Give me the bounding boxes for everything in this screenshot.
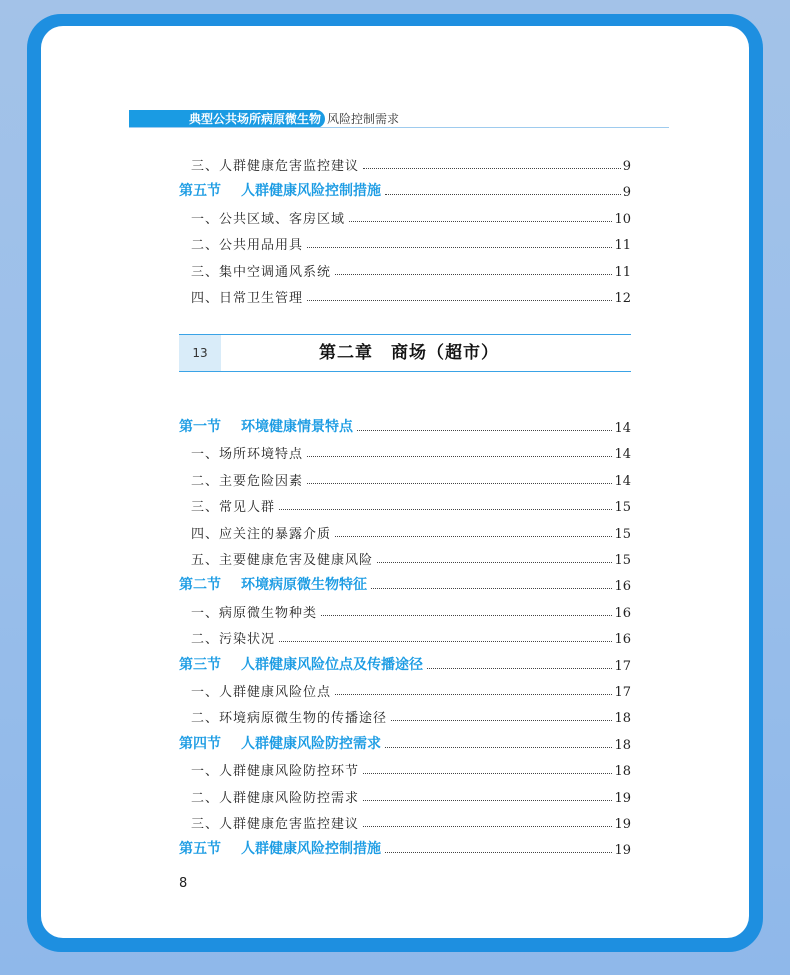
entry-label: 环境病原微生物特征 <box>241 577 367 594</box>
entry-page-number: 15 <box>614 553 631 568</box>
toc-item-entry[interactable] <box>191 757 631 779</box>
toc-item-entry[interactable] <box>191 810 631 832</box>
entry-page-number: 16 <box>614 632 631 648</box>
section-number: 第五节 <box>179 183 221 200</box>
entry-page-number: 16 <box>614 579 631 595</box>
entry-label: 五、主要健康危害及健康风险 <box>191 553 374 568</box>
dot-leader <box>307 455 612 457</box>
toc-item-entry[interactable] <box>191 546 631 568</box>
entry-label: 一、场所环境特点 <box>191 447 304 463</box>
chapter-banner <box>179 334 631 372</box>
toc-item-entry[interactable] <box>191 152 631 174</box>
dot-leader <box>363 825 612 827</box>
entry-label: 二、公共用品用具 <box>191 238 304 254</box>
entry-page-number: 18 <box>614 711 631 727</box>
chapter-title: 第二章 商场（超市） <box>319 343 499 363</box>
entry-label: 三、常见人群 <box>191 500 276 516</box>
toc-item-entry[interactable] <box>191 784 631 806</box>
dot-leader <box>307 482 612 484</box>
entry-label: 三、人群健康危害监控建议 <box>191 817 360 832</box>
entry-page-number: 14 <box>614 447 631 463</box>
entry-label: 四、应关注的暴露介质 <box>191 526 332 542</box>
entry-label: 一、病原微生物种类 <box>191 605 318 621</box>
entry-page-number: 16 <box>614 605 631 621</box>
dot-leader <box>385 746 612 748</box>
toc-section-entry[interactable] <box>179 731 631 753</box>
dot-leader <box>427 667 612 669</box>
toc-item-entry[interactable] <box>191 704 631 726</box>
dot-leader <box>349 220 612 222</box>
entry-page-number: 19 <box>614 817 631 832</box>
dot-leader <box>335 535 612 537</box>
dot-leader <box>371 587 612 589</box>
dot-leader <box>385 193 621 195</box>
dot-leader <box>391 719 612 721</box>
page-number: 8 <box>179 876 188 891</box>
entry-page-number: 18 <box>614 764 631 780</box>
header-rule <box>129 127 669 128</box>
entry-label: 二、污染状况 <box>191 632 276 648</box>
toc-item-entry[interactable] <box>191 678 631 700</box>
dot-leader <box>307 246 612 248</box>
dot-leader <box>385 851 612 853</box>
entry-page-number: 19 <box>614 843 631 859</box>
entry-page-number: 14 <box>614 421 631 436</box>
entry-page-number: 15 <box>614 526 631 542</box>
dot-leader <box>335 273 612 275</box>
toc-item-entry[interactable] <box>191 284 631 306</box>
dot-leader <box>377 561 612 563</box>
running-header <box>129 110 669 128</box>
entry-page-number: 11 <box>614 264 631 280</box>
entry-label: 人群健康风险控制措施 <box>241 183 381 200</box>
entry-page-number: 12 <box>614 291 631 306</box>
entry-label: 环境健康情景特点 <box>241 419 353 435</box>
entry-label: 一、人群健康风险位点 <box>191 685 332 700</box>
entry-label: 二、人群健康风险防控需求 <box>191 790 360 806</box>
entry-label: 三、集中空调通风系统 <box>191 264 332 280</box>
dot-leader <box>321 614 612 616</box>
section-number: 第三节 <box>179 656 221 673</box>
entry-page-number: 11 <box>614 238 631 254</box>
entry-page-number: 14 <box>614 473 631 489</box>
entry-label: 三、人群健康危害监控建议 <box>191 159 360 174</box>
section-number: 第二节 <box>179 577 221 594</box>
chapter-page-number: 13 <box>179 335 221 371</box>
entry-page-number: 18 <box>614 737 631 753</box>
toc-section-entry[interactable] <box>179 414 631 436</box>
dot-leader <box>279 640 612 642</box>
entry-label: 四、日常卫生管理 <box>191 291 304 306</box>
header-highlight: 典型公共场所病原微生物 <box>129 110 325 128</box>
entry-label: 人群健康风险防控需求 <box>241 735 381 752</box>
entry-page-number: 19 <box>614 790 631 806</box>
entry-label: 人群健康风险位点及传播途径 <box>241 656 423 673</box>
toc-item-entry[interactable] <box>191 625 631 647</box>
toc-section-entry[interactable] <box>179 836 631 858</box>
toc-item-entry[interactable] <box>191 599 631 621</box>
entry-page-number: 17 <box>614 658 631 674</box>
entry-page-number: 17 <box>614 685 631 700</box>
toc-item-entry[interactable] <box>191 231 631 253</box>
toc-item-entry[interactable] <box>191 205 631 227</box>
header-rest: 风险控制需求 <box>327 112 400 126</box>
toc-section-entry[interactable] <box>179 178 631 200</box>
toc-item-entry[interactable] <box>191 440 631 462</box>
toc-item-entry[interactable] <box>191 258 631 280</box>
dot-leader <box>363 799 612 801</box>
section-number: 第四节 <box>179 735 221 752</box>
entry-label: 一、人群健康风险防控环节 <box>191 764 360 780</box>
entry-label: 一、公共区域、客房区域 <box>191 211 346 227</box>
section-number: 第一节 <box>179 419 221 435</box>
entry-page-number: 9 <box>622 185 631 201</box>
toc-item-entry[interactable] <box>191 493 631 515</box>
toc-item-entry[interactable] <box>191 520 631 542</box>
dot-leader <box>307 299 612 301</box>
entry-label: 二、环境病原微生物的传播途径 <box>191 711 388 727</box>
toc-section-entry[interactable] <box>179 572 631 594</box>
section-number: 第五节 <box>179 841 221 858</box>
dot-leader <box>363 167 621 169</box>
dot-leader <box>335 693 612 695</box>
entry-page-number: 10 <box>614 211 631 227</box>
entry-page-number: 9 <box>622 159 631 174</box>
dot-leader <box>357 429 612 431</box>
toc-section-entry[interactable] <box>179 652 631 674</box>
blue-frame <box>27 14 763 952</box>
dot-leader <box>279 508 612 510</box>
entry-page-number: 15 <box>614 500 631 516</box>
entry-label: 人群健康风险控制措施 <box>241 841 381 858</box>
book-page <box>41 26 749 938</box>
entry-label: 二、主要危险因素 <box>191 473 304 489</box>
dot-leader <box>363 772 612 774</box>
toc-item-entry[interactable] <box>191 467 631 489</box>
